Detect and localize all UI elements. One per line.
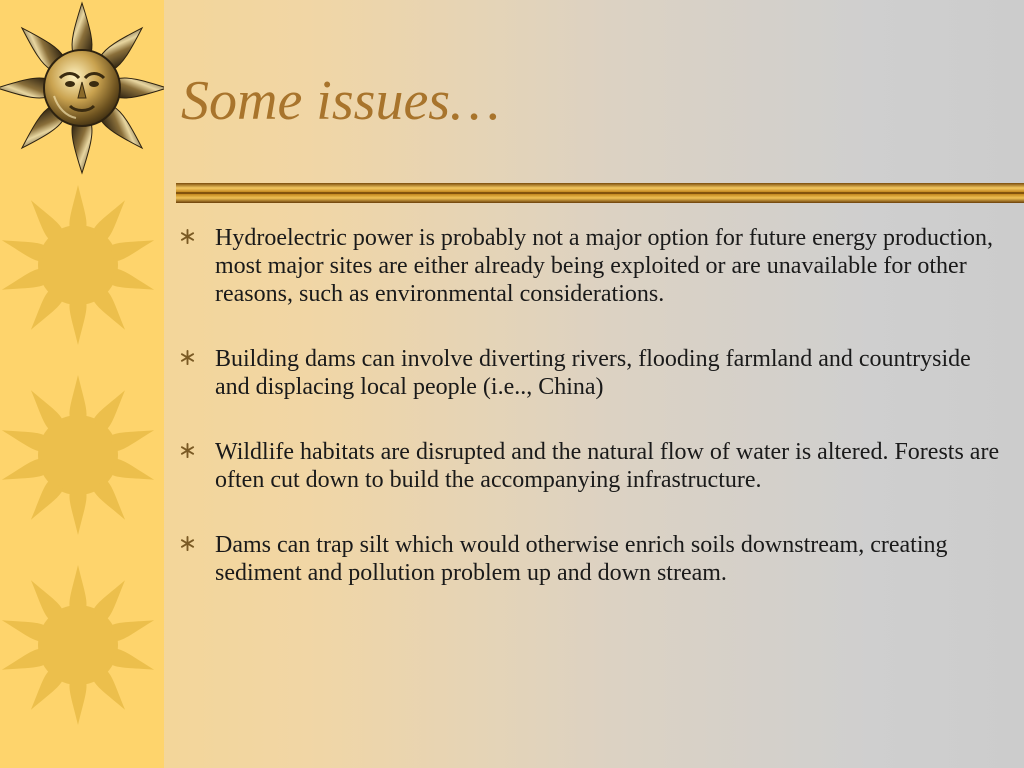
- star-bullet-icon: [180, 536, 195, 551]
- list-item: [180, 531, 1010, 587]
- bullet-text: Dams can trap silt which would otherwise enrich soils downstream, creating sediment and pollution problem up and down stream.: [215, 532, 948, 586]
- sun-icon: [0, 180, 164, 350]
- bullet-text: Hydroelectric power is probably not a major option for future energy production, most major sites are either already being exploited or are unavailable for other reasons, such as environmental considerations.: [215, 225, 993, 307]
- sun-icon: [0, 560, 164, 730]
- list-item: [180, 224, 1010, 308]
- bullet-text: Building dams can involve diverting rivers, flooding farmland and countryside and displacing local people (i.e.., China): [215, 346, 971, 400]
- bullet-text: Wildlife habitats are disrupted and the natural flow of water is altered. Forests are often cut down to build the accompanying infrastructure.: [215, 439, 1000, 493]
- decorative-sidebar: [0, 0, 164, 768]
- list-item: [180, 345, 1010, 401]
- list-item: [180, 438, 1010, 494]
- star-bullet-icon: [180, 443, 195, 458]
- title-divider: [176, 181, 1024, 205]
- slide-title: Some issues…: [181, 70, 500, 132]
- star-bullet-icon: [180, 350, 195, 365]
- sun-icon: [0, 370, 164, 540]
- sun-face-icon: [0, 0, 164, 175]
- bullet-list: [180, 224, 1010, 624]
- star-bullet-icon: [180, 229, 195, 244]
